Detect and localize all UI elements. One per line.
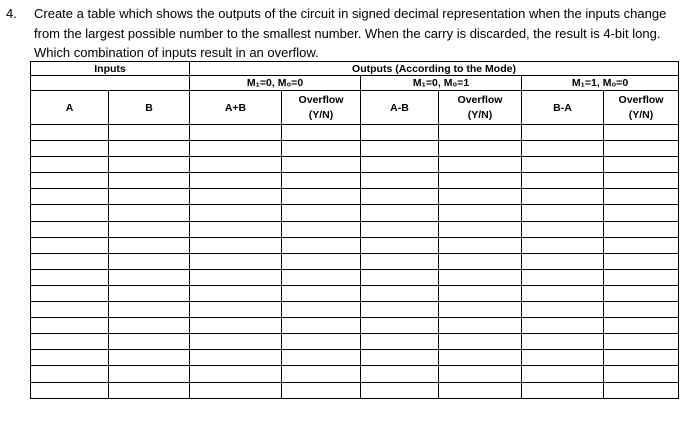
answer-cell[interactable]: [31, 285, 109, 301]
answer-cell[interactable]: [190, 285, 282, 301]
answer-row: [31, 237, 679, 253]
answer-cell[interactable]: [522, 173, 604, 189]
answer-cell[interactable]: [190, 237, 282, 253]
answer-row: [31, 253, 679, 269]
mode-2-result-header: B-A: [522, 91, 604, 125]
answer-cell[interactable]: [522, 157, 604, 173]
answer-cell[interactable]: [282, 285, 361, 301]
answer-cell[interactable]: [604, 189, 679, 205]
answer-cell[interactable]: [109, 269, 190, 285]
answer-cell[interactable]: [439, 269, 522, 285]
answer-cell[interactable]: [282, 366, 361, 382]
answer-cell[interactable]: [439, 285, 522, 301]
mode-1-overflow-line1: Overflow: [457, 93, 503, 106]
answer-cell[interactable]: [282, 125, 361, 141]
answer-cell[interactable]: [190, 173, 282, 189]
answer-cell[interactable]: [109, 237, 190, 253]
question-number: 4.: [6, 6, 17, 21]
answer-cell[interactable]: [522, 350, 604, 366]
mode-2-overflow-header: [604, 91, 679, 125]
mode-2-overflow-line1: Overflow: [618, 93, 664, 106]
header-row-2: [31, 76, 679, 91]
answer-cell[interactable]: [109, 141, 190, 157]
answer-row: [31, 302, 679, 318]
answer-row: [31, 157, 679, 173]
mode-0-label: M₁=0, M₀=0: [190, 76, 361, 91]
answer-row: [31, 366, 679, 382]
inputs-header: Inputs: [31, 62, 190, 76]
answer-cell[interactable]: [439, 350, 522, 366]
answer-cell[interactable]: [439, 125, 522, 141]
answer-cell[interactable]: [361, 269, 439, 285]
answer-cell[interactable]: [31, 302, 109, 318]
answer-cell[interactable]: [361, 382, 439, 398]
answer-rows: [31, 125, 679, 399]
answer-cell[interactable]: [361, 366, 439, 382]
col-b-header: B: [109, 91, 190, 125]
answer-cell[interactable]: [190, 269, 282, 285]
question-text: Create a table which shows the outputs of the circuit in signed decimal representation when the inputs change from the largest possible number to the smallest number. When the carry is discarded, the result is 4-bit long. Which combination of inputs result in an overflow.: [34, 6, 667, 60]
answer-cell[interactable]: [522, 269, 604, 285]
outputs-header: Outputs (According to the Mode): [190, 62, 679, 76]
answer-cell[interactable]: [604, 253, 679, 269]
answer-cell[interactable]: [604, 318, 679, 334]
answer-row: [31, 141, 679, 157]
answer-cell[interactable]: [604, 205, 679, 221]
answer-cell[interactable]: [439, 221, 522, 237]
answer-row: [31, 285, 679, 301]
answer-cell[interactable]: [282, 382, 361, 398]
answer-cell[interactable]: [439, 253, 522, 269]
answer-cell[interactable]: [522, 125, 604, 141]
answer-cell[interactable]: [439, 318, 522, 334]
answer-cell[interactable]: [439, 141, 522, 157]
answer-cell[interactable]: [604, 157, 679, 173]
answer-cell[interactable]: [190, 366, 282, 382]
answer-cell[interactable]: [282, 189, 361, 205]
answer-cell[interactable]: [522, 334, 604, 350]
answer-cell[interactable]: [109, 125, 190, 141]
answer-cell[interactable]: [361, 157, 439, 173]
answer-row: [31, 318, 679, 334]
answer-cell[interactable]: [522, 318, 604, 334]
answer-cell[interactable]: [604, 141, 679, 157]
answer-cell[interactable]: [361, 350, 439, 366]
answer-cell[interactable]: [522, 189, 604, 205]
answer-cell[interactable]: [109, 285, 190, 301]
mode-1-label: M₁=0, M₀=1: [361, 76, 522, 91]
answer-cell[interactable]: [604, 285, 679, 301]
answer-cell[interactable]: [439, 189, 522, 205]
answer-cell[interactable]: [31, 173, 109, 189]
answer-cell[interactable]: [361, 302, 439, 318]
answer-cell[interactable]: [522, 285, 604, 301]
answer-cell[interactable]: [439, 334, 522, 350]
answer-cell[interactable]: [190, 189, 282, 205]
answer-cell[interactable]: [604, 302, 679, 318]
answer-cell[interactable]: [361, 318, 439, 334]
answer-cell[interactable]: [282, 157, 361, 173]
mode-1-result-header: A-B: [361, 91, 439, 125]
answer-cell[interactable]: [282, 269, 361, 285]
mode-0-overflow-line1: Overflow: [298, 93, 344, 106]
answer-cell[interactable]: [522, 141, 604, 157]
answer-cell[interactable]: [31, 253, 109, 269]
answer-cell[interactable]: [439, 205, 522, 221]
answer-cell[interactable]: [190, 382, 282, 398]
answer-cell[interactable]: [190, 350, 282, 366]
answer-row: [31, 205, 679, 221]
answer-cell[interactable]: [31, 125, 109, 141]
answer-cell[interactable]: [109, 382, 190, 398]
answer-cell[interactable]: [31, 350, 109, 366]
answer-cell[interactable]: [522, 302, 604, 318]
answer-row: [31, 173, 679, 189]
answer-cell[interactable]: [522, 237, 604, 253]
answer-cell[interactable]: [522, 221, 604, 237]
answer-cell[interactable]: [439, 302, 522, 318]
answer-cell[interactable]: [282, 302, 361, 318]
answer-cell[interactable]: [31, 382, 109, 398]
answer-cell[interactable]: [604, 366, 679, 382]
answer-cell[interactable]: [361, 237, 439, 253]
answer-cell[interactable]: [361, 253, 439, 269]
answer-cell[interactable]: [282, 237, 361, 253]
answer-cell[interactable]: [190, 318, 282, 334]
answer-cell[interactable]: [282, 221, 361, 237]
answer-cell[interactable]: [190, 302, 282, 318]
answer-cell[interactable]: [31, 205, 109, 221]
answer-cell[interactable]: [109, 221, 190, 237]
answer-cell[interactable]: [31, 366, 109, 382]
answer-cell[interactable]: [31, 269, 109, 285]
answer-row: [31, 125, 679, 141]
answer-row: [31, 334, 679, 350]
answer-cell[interactable]: [604, 237, 679, 253]
answer-cell[interactable]: [282, 205, 361, 221]
mode-1-overflow-header: [439, 91, 522, 125]
answer-cell[interactable]: [190, 221, 282, 237]
answer-cell[interactable]: [439, 366, 522, 382]
answer-cell[interactable]: [604, 350, 679, 366]
answer-cell[interactable]: [522, 382, 604, 398]
answer-row: [31, 221, 679, 237]
col-a-header: A: [31, 91, 109, 125]
answer-cell[interactable]: [109, 318, 190, 334]
answer-cell[interactable]: [109, 366, 190, 382]
mode-2-overflow-line2: (Y/N): [628, 108, 654, 121]
answer-cell[interactable]: [361, 125, 439, 141]
answer-cell[interactable]: [31, 189, 109, 205]
answer-cell[interactable]: [31, 141, 109, 157]
answer-cell[interactable]: [604, 173, 679, 189]
answer-cell[interactable]: [109, 302, 190, 318]
answer-cell[interactable]: [31, 221, 109, 237]
answer-cell[interactable]: [190, 157, 282, 173]
answer-cell[interactable]: [604, 269, 679, 285]
inputs-header-spacer: [31, 76, 190, 91]
header-row-3: [31, 91, 679, 125]
answer-table: [30, 61, 679, 399]
answer-cell[interactable]: [361, 141, 439, 157]
answer-cell[interactable]: [361, 285, 439, 301]
mode-0-overflow-header: [282, 91, 361, 125]
answer-cell[interactable]: [604, 125, 679, 141]
mode-1-overflow-line2: (Y/N): [467, 108, 493, 121]
answer-row: [31, 382, 679, 398]
mode-0-overflow-line2: (Y/N): [308, 108, 334, 121]
answer-cell[interactable]: [282, 141, 361, 157]
header-row-1: [31, 62, 679, 76]
answer-cell[interactable]: [109, 334, 190, 350]
answer-cell[interactable]: [604, 382, 679, 398]
answer-cell[interactable]: [439, 382, 522, 398]
answer-cell[interactable]: [604, 334, 679, 350]
answer-cell[interactable]: [361, 205, 439, 221]
answer-cell[interactable]: [282, 350, 361, 366]
answer-cell[interactable]: [31, 157, 109, 173]
answer-cell[interactable]: [190, 205, 282, 221]
answer-cell[interactable]: [439, 157, 522, 173]
answer-cell[interactable]: [31, 334, 109, 350]
answer-cell[interactable]: [109, 253, 190, 269]
answer-cell[interactable]: [282, 173, 361, 189]
answer-cell[interactable]: [109, 350, 190, 366]
mode-0-result-header: A+B: [190, 91, 282, 125]
answer-cell[interactable]: [522, 205, 604, 221]
answer-cell[interactable]: [604, 221, 679, 237]
answer-cell[interactable]: [109, 205, 190, 221]
answer-row: [31, 350, 679, 366]
answer-cell[interactable]: [190, 334, 282, 350]
answer-cell[interactable]: [522, 253, 604, 269]
answer-cell[interactable]: [361, 189, 439, 205]
answer-cell[interactable]: [282, 334, 361, 350]
mode-2-label: M₁=1, M₀=0: [522, 76, 679, 91]
answer-cell[interactable]: [439, 173, 522, 189]
answer-cell[interactable]: [361, 334, 439, 350]
answer-row: [31, 269, 679, 285]
answer-cell[interactable]: [109, 189, 190, 205]
answer-cell[interactable]: [522, 366, 604, 382]
answer-cell[interactable]: [31, 318, 109, 334]
answer-cell[interactable]: [361, 221, 439, 237]
answer-cell[interactable]: [31, 237, 109, 253]
answer-cell[interactable]: [190, 125, 282, 141]
answer-row: [31, 189, 679, 205]
answer-cell[interactable]: [282, 253, 361, 269]
answer-cell[interactable]: [109, 173, 190, 189]
answer-cell[interactable]: [190, 141, 282, 157]
answer-cell[interactable]: [109, 157, 190, 173]
answer-cell[interactable]: [439, 237, 522, 253]
answer-cell[interactable]: [361, 173, 439, 189]
answer-cell[interactable]: [190, 253, 282, 269]
answer-cell[interactable]: [282, 318, 361, 334]
